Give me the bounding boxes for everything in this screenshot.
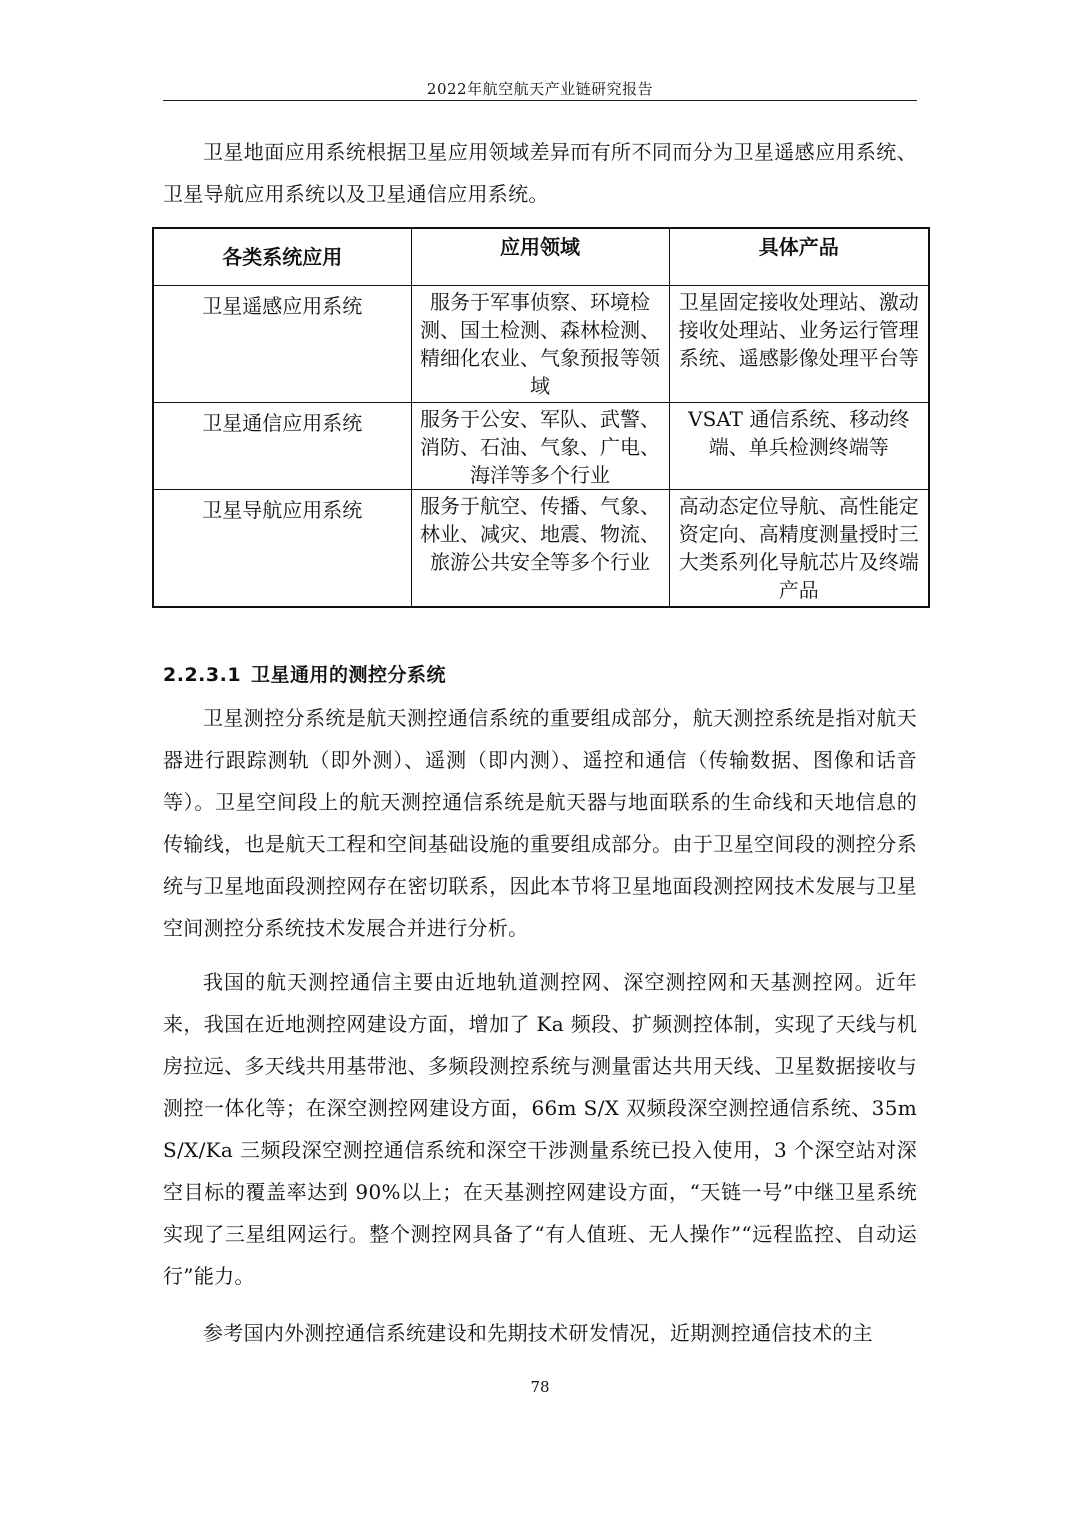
cell-field: 服务于军事侦察、环境检测、国土检测、森林检测、精细化农业、气象预报等领域 [411,286,669,403]
applications-table-container [152,227,928,608]
running-header: 2022年航空航天产业链研究报告 [426,80,654,98]
column-header-system: 各类系统应用 [153,228,411,286]
table-row [153,403,929,490]
cell-product: 卫星固定接收处理站、激动接收处理站、业务运行管理系统、遥感影像处理平台等 [669,286,929,403]
column-header-product: 具体产品 [669,228,929,286]
applications-table [152,227,930,608]
table-header-row [153,228,929,286]
cell-product: 高动态定位导航、高性能定资定向、高精度测量授时三大类系列化导航芯片及终端产品 [669,490,929,608]
body-paragraph: 参考国内外测控通信系统建设和先期技术研发情况，近期测控通信技术的主 [203,1321,873,1345]
section-number: 2.2.3.1 [163,664,242,686]
cell-system: 卫星导航应用系统 [153,490,411,608]
column-header-field: 应用领域 [411,228,669,286]
body-paragraph: 我国的航天测控通信主要由近地轨道测控网、深空测控网和天基测控网。近年来，我国在近地测控网建设方面，增加了 Ka 频段、扩频测控体制，实现了天线与机房拉远、多天线共用基带池、多频段测控系统与测量雷达共用天线、卫星数据接收与测控一体化等；在深空测控网建设方面，66m S/X 双频段深空测控通信系统、35m S/X/Ka 三频段深空测控通信系统和深空干涉测量系统已投入使用，3 个深空站对深空目标的覆盖率达到 90%以上；在天基测控网建设方面，“天链一号”中继卫星系统实现了三星组网运行。整个测控网具备了“有人值班、无人操作”“远程监控、自动运行”能力。 [163,970,917,1288]
cell-product: VSAT 通信系统、移动终端、单兵检测终端等 [669,403,929,490]
cell-field: 服务于公安、军队、武警、消防、石油、气象、广电、海洋等多个行业 [411,403,669,490]
page-number: 78 [530,1378,550,1396]
table-row [153,286,929,403]
table-row [153,490,929,608]
cell-system: 卫星通信应用系统 [153,403,411,490]
header-rule [163,100,917,101]
cell-system: 卫星遥感应用系统 [153,286,411,403]
cell-field: 服务于航空、传播、气象、林业、减灾、地震、物流、旅游公共安全等多个行业 [411,490,669,608]
section-heading [163,660,446,687]
body-paragraph: 卫星测控分系统是航天测控通信系统的重要组成部分，航天测控系统是指对航天器进行跟踪测轨（即外测）、遥测（即内测）、遥控和通信（传输数据、图像和话音等）。卫星空间段上的航天测控通信系统是航天器与地面联系的生命线和天地信息的传输线，也是航天工程和空间基础设施的重要组成部分。由于卫星空间段的测控分系统与卫星地面段测控网存在密切联系，因此本节将卫星地面段测控网技术发展与卫星空间测控分系统技术发展合并进行分析。 [163,706,917,940]
intro-paragraph: 卫星地面应用系统根据卫星应用领域差异而有所不同而分为卫星遥感应用系统、卫星导航应用系统以及卫星通信应用系统。 [163,140,917,206]
section-title: 卫星通用的测控分系统 [251,664,447,686]
